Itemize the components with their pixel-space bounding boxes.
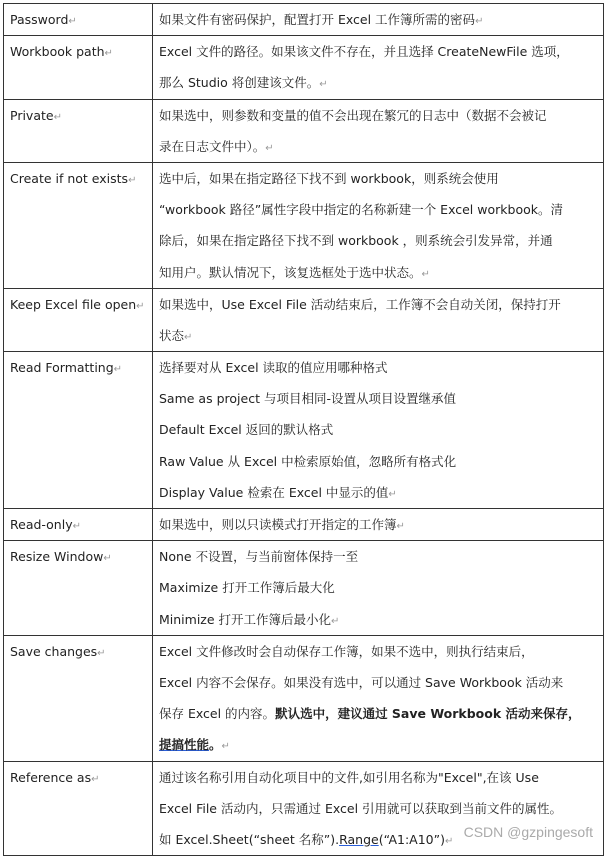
description-line <box>159 636 597 667</box>
description-line <box>159 667 597 698</box>
description-line <box>159 194 597 225</box>
paragraph-mark-icon: ↵ <box>53 111 62 123</box>
description-line <box>159 698 597 729</box>
paragraph-mark-icon: ↵ <box>331 615 340 627</box>
property-description-cell <box>153 4 604 36</box>
table-row <box>4 761 604 856</box>
description-text: 状态 <box>159 327 185 343</box>
property-name: Create if not exists <box>10 170 129 186</box>
description-text: 。 <box>209 737 222 753</box>
description-text: Minimize 打开工作簿后最小化 <box>159 611 332 627</box>
paragraph-mark-icon: ↵ <box>136 300 145 312</box>
description-text: 如 Excel.Sheet(“sheet 名称”). <box>159 831 340 847</box>
description-text: 如果选中，则参数和变量的值不会出现在繁冗的日志中（数据不会被记 <box>159 107 547 123</box>
description-line <box>159 762 597 793</box>
description-line <box>159 225 597 256</box>
description-line <box>159 289 597 320</box>
description-line <box>159 509 597 540</box>
description-text: Range <box>339 831 379 847</box>
description-text: Excel 内容不会保存。如果没有选中，可以通过 Save Workbook 活动来 <box>159 674 564 690</box>
table-row <box>4 635 604 761</box>
paragraph-mark-icon: ↵ <box>421 268 430 280</box>
description-text: Excel 文件的路径。如果该文件不存在，并且选择 CreateNewFile 选项， <box>159 44 569 60</box>
description-line <box>159 383 597 414</box>
description-line <box>159 352 597 383</box>
property-name-cell <box>4 4 153 36</box>
description-line <box>159 477 597 508</box>
description-line <box>159 100 597 131</box>
description-line <box>159 36 597 67</box>
description-line <box>159 131 597 162</box>
description-text: 如果选中，则以只读模式打开指定的工作簿 <box>159 517 397 532</box>
paragraph-mark-icon: ↵ <box>475 16 484 27</box>
description-text: Display Value 检索在 Excel 中显示的值 <box>159 484 389 500</box>
table-row <box>4 99 604 162</box>
paragraph-mark-icon: ↵ <box>72 521 81 532</box>
property-name: Keep Excel file open <box>10 296 137 312</box>
property-name: Read-only <box>10 517 73 532</box>
description-line <box>159 729 597 760</box>
description-line <box>159 541 597 572</box>
description-line <box>159 414 597 445</box>
description-line <box>159 572 597 603</box>
description-text: 如果文件有密码保护，配置打开 Excel 工作簿所需的密码 <box>159 12 476 27</box>
property-name-cell <box>4 99 153 162</box>
property-name: Resize Window <box>10 549 104 565</box>
property-description-cell <box>153 36 604 99</box>
description-line <box>159 793 597 824</box>
description-text: 录在日志文件中）。 <box>159 138 266 154</box>
description-text: 知用户。默认情况下，该复选框处于选中状态。 <box>159 264 422 280</box>
properties-table <box>3 3 604 856</box>
table-row <box>4 288 604 351</box>
property-name-cell <box>4 288 153 351</box>
description-text: Default Excel 返回的默认格式 <box>159 422 334 438</box>
paragraph-mark-icon: ↵ <box>265 142 274 154</box>
property-name-cell <box>4 541 153 636</box>
property-name: Workbook path <box>10 44 105 60</box>
property-description-cell <box>153 761 604 856</box>
property-name-cell <box>4 761 153 856</box>
description-text: 默认选中，建议通过 Save Workbook 活动来保存， <box>275 706 581 722</box>
description-line <box>159 4 597 35</box>
paragraph-mark-icon: ↵ <box>184 331 193 343</box>
description-text: Maximize 打开工作簿后最大化 <box>159 580 335 596</box>
paragraph-mark-icon: ↵ <box>444 835 454 847</box>
property-description-cell <box>153 288 604 351</box>
property-name-cell <box>4 635 153 761</box>
description-text: Same as project 与项目相同-设置从项目设置继承值 <box>159 391 456 407</box>
property-name-cell <box>4 509 153 541</box>
description-text: “workbook 路径”属性字段中指定的名称新建一个 Excel workbook。清 <box>159 202 563 218</box>
description-text: 保存 Excel 的内容。 <box>159 706 276 722</box>
description-text: 提搞性能 <box>159 737 210 753</box>
paragraph-mark-icon: ↵ <box>104 48 113 60</box>
paragraph-mark-icon: ↵ <box>103 553 112 565</box>
description-text: None 不设置，与当前窗体保持一至 <box>159 549 359 565</box>
description-text: 那么 Studio 将创建该文件。 <box>159 75 320 91</box>
paragraph-mark-icon: ↵ <box>128 174 137 186</box>
property-name-cell <box>4 352 153 509</box>
property-description-cell <box>153 162 604 288</box>
description-line <box>159 320 597 351</box>
property-name: Password <box>10 12 69 27</box>
paragraph-mark-icon: ↵ <box>97 647 106 659</box>
paragraph-mark-icon: ↵ <box>113 364 123 376</box>
table-row <box>4 541 604 636</box>
description-text: (“A1:A10”) <box>378 831 445 847</box>
description-text: 除后，如果在指定路径下找不到 workbook ，则系统会引发异常，并通 <box>159 233 553 249</box>
paragraph-mark-icon: ↵ <box>221 741 230 753</box>
description-line <box>159 257 597 288</box>
table-row <box>4 352 604 509</box>
description-text: 如果选中，Use Excel File 活动结束后，工作簿不会自动关闭，保持打开 <box>159 296 561 312</box>
table-row <box>4 509 604 541</box>
paragraph-mark-icon: ↵ <box>91 773 100 785</box>
paragraph-mark-icon: ↵ <box>396 521 405 532</box>
description-line <box>159 446 597 477</box>
property-name: Private <box>10 107 54 123</box>
paragraph-mark-icon: ↵ <box>319 79 328 91</box>
description-line <box>159 604 597 635</box>
property-name: Read Formatting <box>10 360 114 376</box>
description-text: 通过该名称引用自动化项目中的文件,如引用名称为"Excel",在该 Use <box>159 769 539 785</box>
description-text: 选中后，如果在指定路径下找不到 workbook，则系统会使用 <box>159 170 499 186</box>
table-row <box>4 162 604 288</box>
property-description-cell <box>153 352 604 509</box>
property-description-cell <box>153 99 604 162</box>
property-name-cell <box>4 162 153 288</box>
table-row <box>4 36 604 99</box>
watermark: CSDN @gzpingesoft <box>463 824 593 840</box>
property-name: Save changes <box>10 643 98 659</box>
property-name: Reference as <box>10 769 92 785</box>
property-name-cell <box>4 36 153 99</box>
paragraph-mark-icon: ↵ <box>68 16 77 27</box>
description-text: Excel File 活动内，只需通过 Excel 引用就可以获取到当前文件的属性。 <box>159 800 563 816</box>
description-text: 选择要对从 Excel 读取的值应用哪种格式 <box>159 360 388 376</box>
description-text: Excel 文件修改时会自动保存工作簿，如果不选中，则执行结束后， <box>159 643 534 659</box>
property-description-cell <box>153 635 604 761</box>
property-description-cell <box>153 541 604 636</box>
description-text: Raw Value 从 Excel 中检索原始值，忽略所有格式化 <box>159 453 457 469</box>
property-description-cell <box>153 509 604 541</box>
description-line <box>159 67 597 98</box>
paragraph-mark-icon: ↵ <box>388 488 397 500</box>
table-row <box>4 4 604 36</box>
description-line <box>159 163 597 194</box>
